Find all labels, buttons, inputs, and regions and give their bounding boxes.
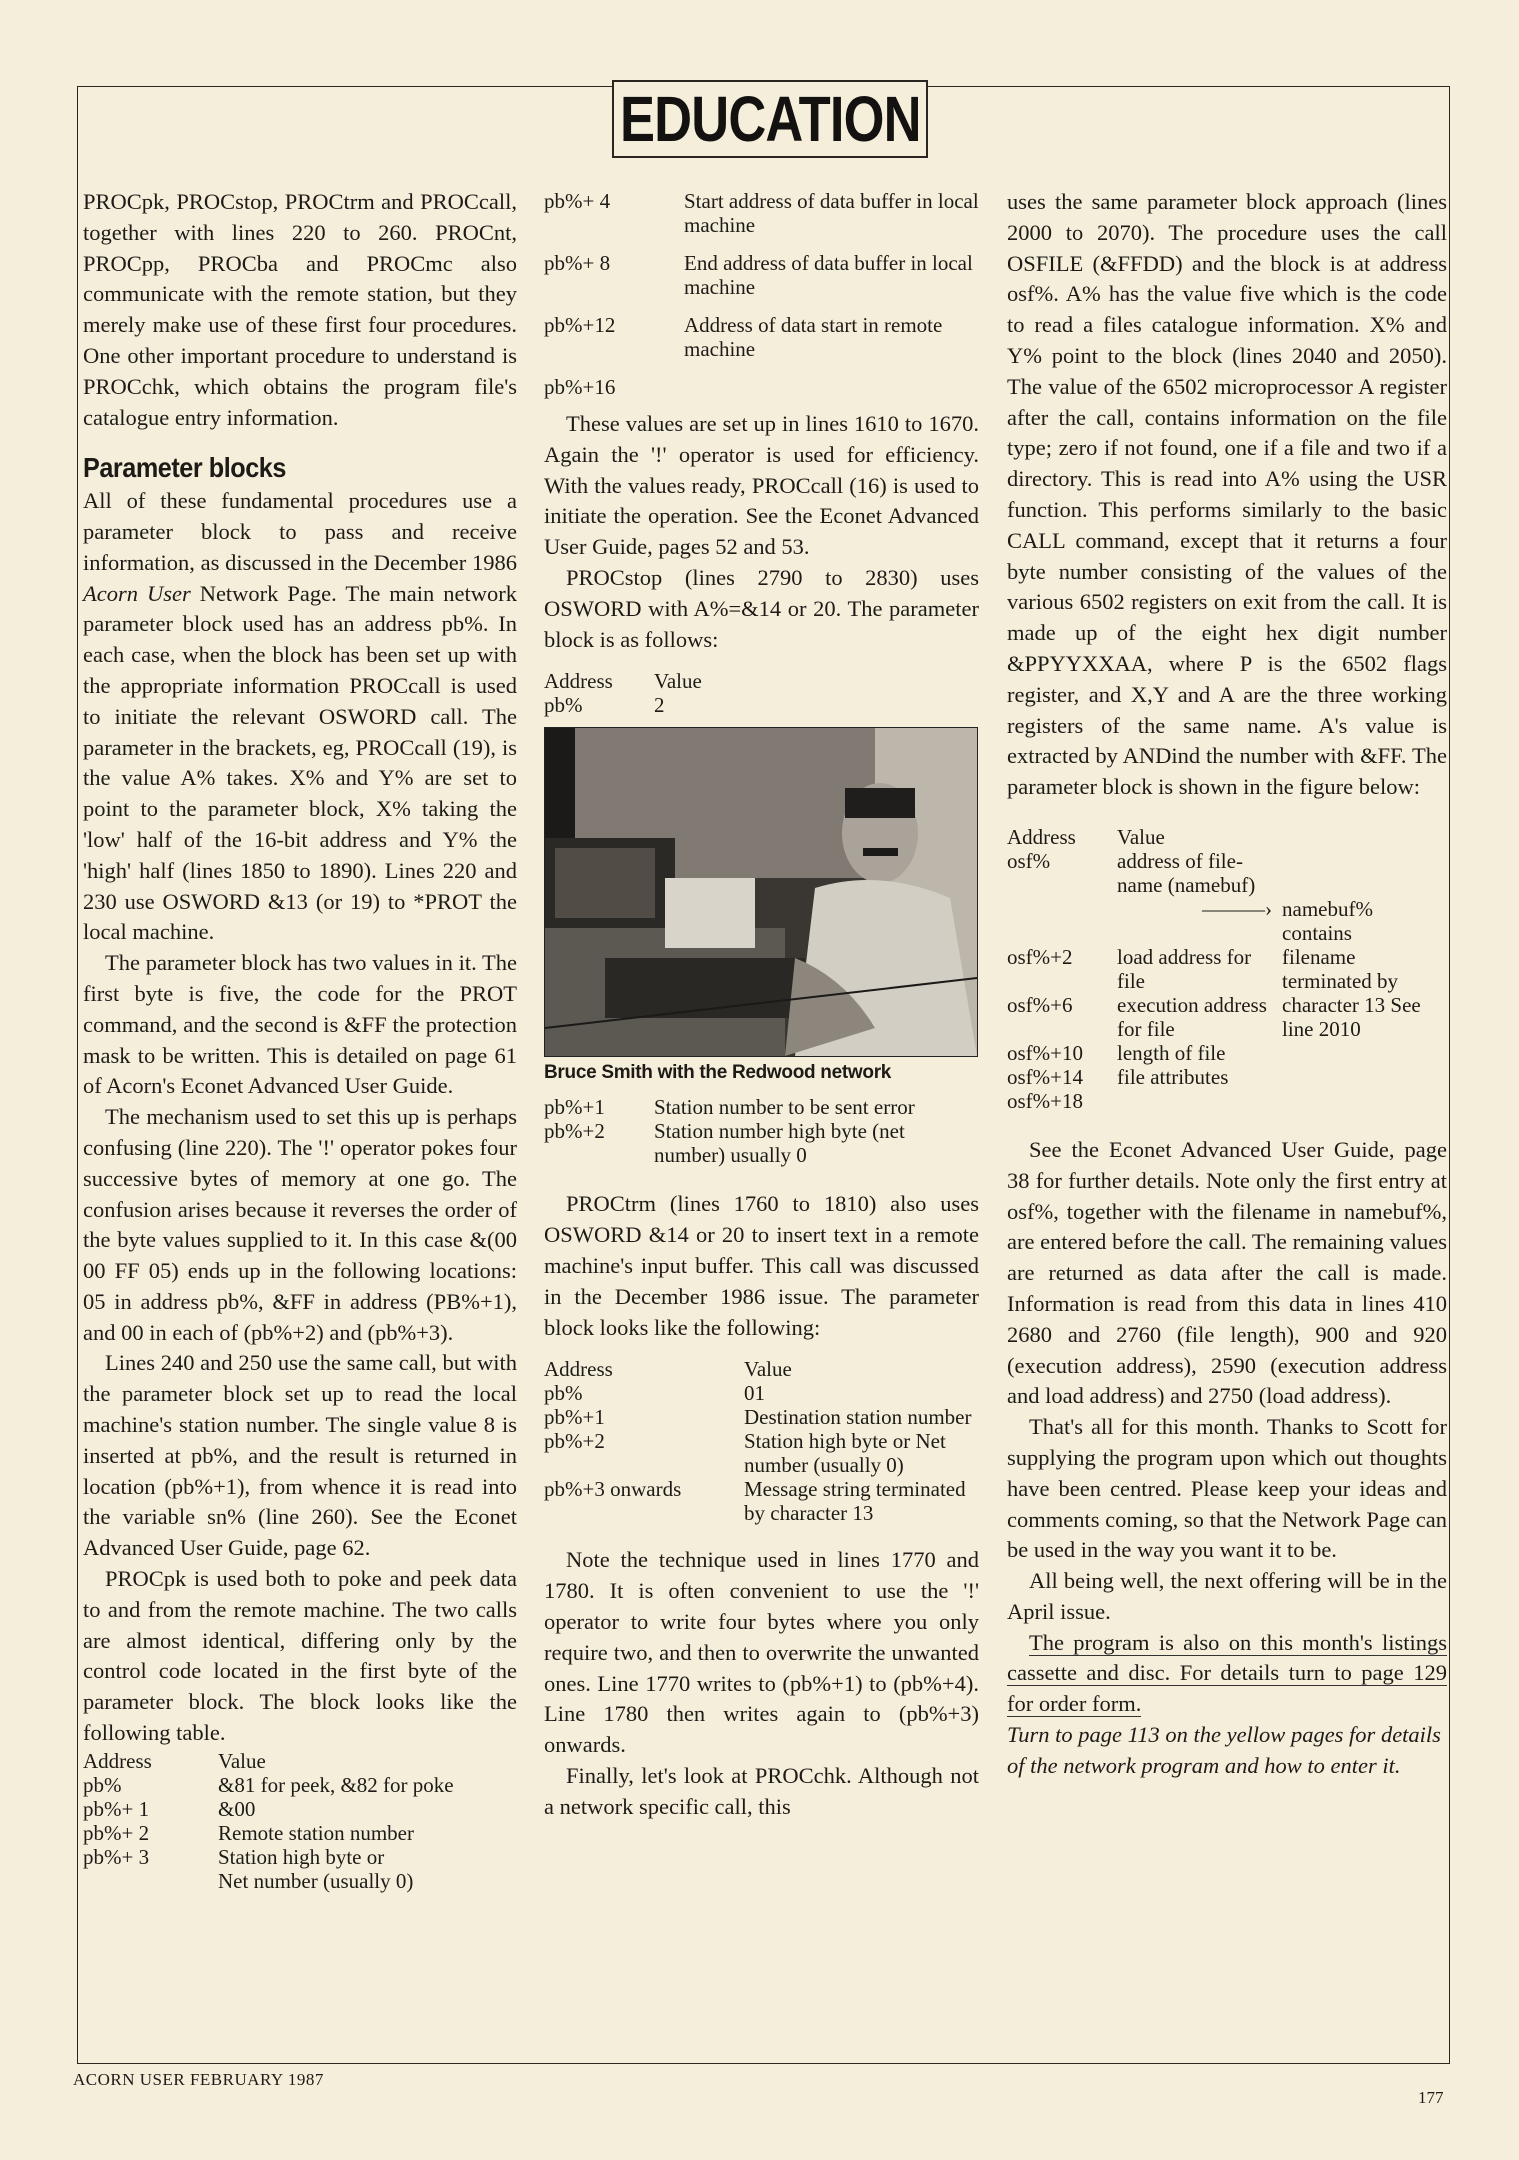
col1-paragraph: PROCpk is used both to poke and peek data to and from the remote machine. The two calls are almost identical, differing only by the control code located in the first byte of the parameter block. The block looks like the following table. [83, 1566, 517, 1746]
column-3 [1007, 187, 1447, 1782]
col1-paragraph: The mechanism used to set this up is perhaps confusing (line 220). The '!' operator pokes four successive bytes of memory at one go. The confusion arises because it reverses the order of the byte values supplied to it. In this case &(00 00 FF 05) ends up in the following locations: 05 in address pb%, &FF in address (PB%+1), and 00 in each of (pb%+2) and (pb%+3). [83, 1104, 517, 1345]
order-note: The program is also on this month's listings cassette and disc. For details turn to page 129 for order form. [1007, 1629, 1447, 1717]
table-row: osf%+6 execution address for file character 13 See line 2010 [1007, 992, 1421, 1041]
table-row: osf%+14 file attributes [1007, 1064, 1229, 1089]
stop-table [544, 669, 979, 717]
osfile-table [1007, 825, 1447, 1113]
col3-paragraph [1007, 1628, 1447, 1720]
column-2 [544, 187, 979, 1823]
buffer-table [544, 189, 979, 399]
table-row: pb%+12 Address of data start in remote machine [544, 313, 943, 361]
col2-paragraph: These values are set up in lines 1610 to 1670. Again the '!' operator is used for efficiency. With the values ready, PROCcall (16) is used to initiate the operation. See the Econet Advanced User Guide, pages 52 and 53. [544, 411, 979, 560]
table-row: pb%+2 Station number high byte (net number) usually 0 [544, 1119, 905, 1168]
col3-paragraph: uses the same parameter block approach (lines 2000 to 2070). The procedure uses the call OSFILE (&FFDD) and the block is at address osf%. A% has the value five which is the code to read a files catalogue information. X% and Y% point to the block (lines 2040 and 2050). The value of the 6502 microprocessor A register after the call, contains information on the file type; zero if not found, one if a file and two if a directory. This is read into A% using the USR function. This performs similarly to the basic CALL command, except that it returns a four byte number consisting of the values of the various 6502 registers on exit from the call. It is made up of the eight hex digit number &PPYYXXAA, where P is the 6502 flags register, and X,Y and A are the three working registers of the same name. A's value is extracted by ANDind the number with &FF. The parameter block is shown in the figure below: [1007, 189, 1447, 800]
table-row: osf%+10 length of file [1007, 1040, 1226, 1065]
table-row: Address Value [544, 669, 702, 694]
table-row: osf%+2 load address for file filename terminated by [1007, 944, 1399, 993]
photo-caption: Bruce Smith with the Redwood network [544, 1062, 892, 1084]
trm-table [544, 1357, 979, 1525]
col3-paragraph: See the Econet Advanced User Guide, page 38 for further details. Note only the first entry at osf%, together with the filename in namebuf%, are entered before the call. The remaining values are returned as data after the call is made. Information is read from this data in lines 410 2680 and 2760 (file length), 900 and 920 (execution address), 2590 (execution address and load address) and 2750 (load address). [1007, 1136, 1447, 1409]
col1-paragraph: PROCpk, PROCstop, PROCtrm and PROCcall, together with lines 220 to 260. PROCnt, PROCpp, PROCba and PROCmc also communicate with the remote station, but they merely make use of these first four procedures. One other important procedure to understand is PROCchk, which obtains the program file's catalogue entry information. [83, 189, 517, 430]
col2-paragraph: Finally, let's look at PROCchk. Although not a network specific call, this [544, 1762, 979, 1819]
table-row: pb% &81 for peek, &82 for poke [83, 1772, 454, 1797]
table-row: Net number (usually 0) [218, 1868, 414, 1893]
table-row: pb% 2 [544, 693, 665, 718]
table-row: pb% 01 [544, 1381, 765, 1406]
table-row: pb%+3 onwards Message string terminated by character 13 [544, 1477, 966, 1526]
table-row: pb%+1 Station number to be sent error [544, 1095, 915, 1120]
col3-paragraph: All being well, the next offering will be in the April issue. [1007, 1568, 1447, 1624]
col2-paragraph: PROCstop (lines 2790 to 2830) uses OSWORD with A%=&14 or 20. The parameter block is as follows: [544, 564, 979, 652]
table-row: pb%+2 Station high byte or Net number (usually 0) [544, 1429, 946, 1478]
col3-paragraph: That's all for this month. Thanks to Scott for supplying the program upon which out thoughts have been centred. Please keep your ideas and comments coming, so that the Network Page can be used in the way you want it to be. [1007, 1414, 1447, 1563]
subheading: Parameter blocks [83, 452, 286, 484]
yellow-pages-note: Turn to page 113 on the yellow pages for details of the network program and how to enter it. [1007, 1722, 1441, 1778]
table-row: osf% address of file-name (namebuf) [1007, 848, 1256, 897]
peek-poke-table [83, 1749, 517, 1893]
table-row: pb%+ 2 Remote station number [83, 1820, 414, 1845]
table-row: pb%+ 4 Start address of data buffer in local machine [544, 189, 979, 237]
section-header [612, 80, 928, 158]
col2-paragraph: PROCtrm (lines 1760 to 1810) also uses OSWORD &14 or 20 to insert text in a remote machine's input buffer. This call was discussed in the December 1986 issue. The parameter block looks like the following: [544, 1191, 979, 1340]
section-title: EDUCATION [619, 83, 921, 155]
column-1 [83, 187, 517, 1893]
table-row: ———› namebuf% contains [1202, 896, 1373, 945]
col1-paragraph: All of these fundamental procedures use a parameter block to pass and receive information, as discussed in the December 1986 Acorn User Network Page. The main network parameter block used has an address pb%. In each case, when the block has been set up with the appropriate information PROCcall is used to initiate the relevant OSWORD call. The parameter in the brackets, eg, PROCcall (19), is the value A% takes. X% and Y% are set to point to the parameter block, X% taking the 'low' half of the 16-bit address and Y% the 'high' half (lines 1850 to 1890). Lines 220 and 230 use OSWORD &13 (or 19) to *PROT the local machine. [83, 488, 517, 945]
col1-paragraph: Lines 240 and 250 use the same call, but with the parameter block set up to read the local machine's station number. The single value 8 is inserted at pb%, and the result is returned in location (pb%+1), from whence it is read into the variable sn% (line 260). See the Econet Advanced User Guide, page 62. [83, 1350, 517, 1561]
table-row: osf%+18 [1007, 1088, 1084, 1113]
redwood-network-photo [544, 727, 978, 1057]
footer-publication: ACORN USER FEBRUARY 1987 [73, 2070, 324, 2089]
table-row: pb%+1 Destination station number [544, 1405, 972, 1430]
publication-title: Acorn User [83, 580, 191, 606]
table-row: Address Value [1007, 824, 1165, 849]
table-row: pb%+16 [544, 375, 616, 399]
table-row: pb%+ 1 &00 [83, 1796, 256, 1821]
col2-paragraph: Note the technique used in lines 1770 and 1780. It is often convenient to use the '!' operator to write four bytes where you only require two, and then to overwrite the unwanted ones. Line 1770 writes to (pb%+1) to (pb%+4). Line 1780 then writes again to (pb%+3) onwards. [544, 1547, 979, 1758]
error-table [544, 1095, 979, 1167]
table-row: Address Value [544, 1357, 792, 1382]
page-number: 177 [1418, 2088, 1444, 2107]
table-row: pb%+ 3 Station high byte or [83, 1844, 385, 1869]
col1-paragraph: The parameter block has two values in it. The first byte is five, the code for the PROT command, and the second is &FF the protection mask to be written. This is detailed on page 61 of Acorn's Econet Advanced User Guide. [83, 950, 517, 1099]
table-row: Address Value [83, 1748, 266, 1773]
table-row: pb%+ 8 End address of data buffer in local machine [544, 251, 973, 299]
